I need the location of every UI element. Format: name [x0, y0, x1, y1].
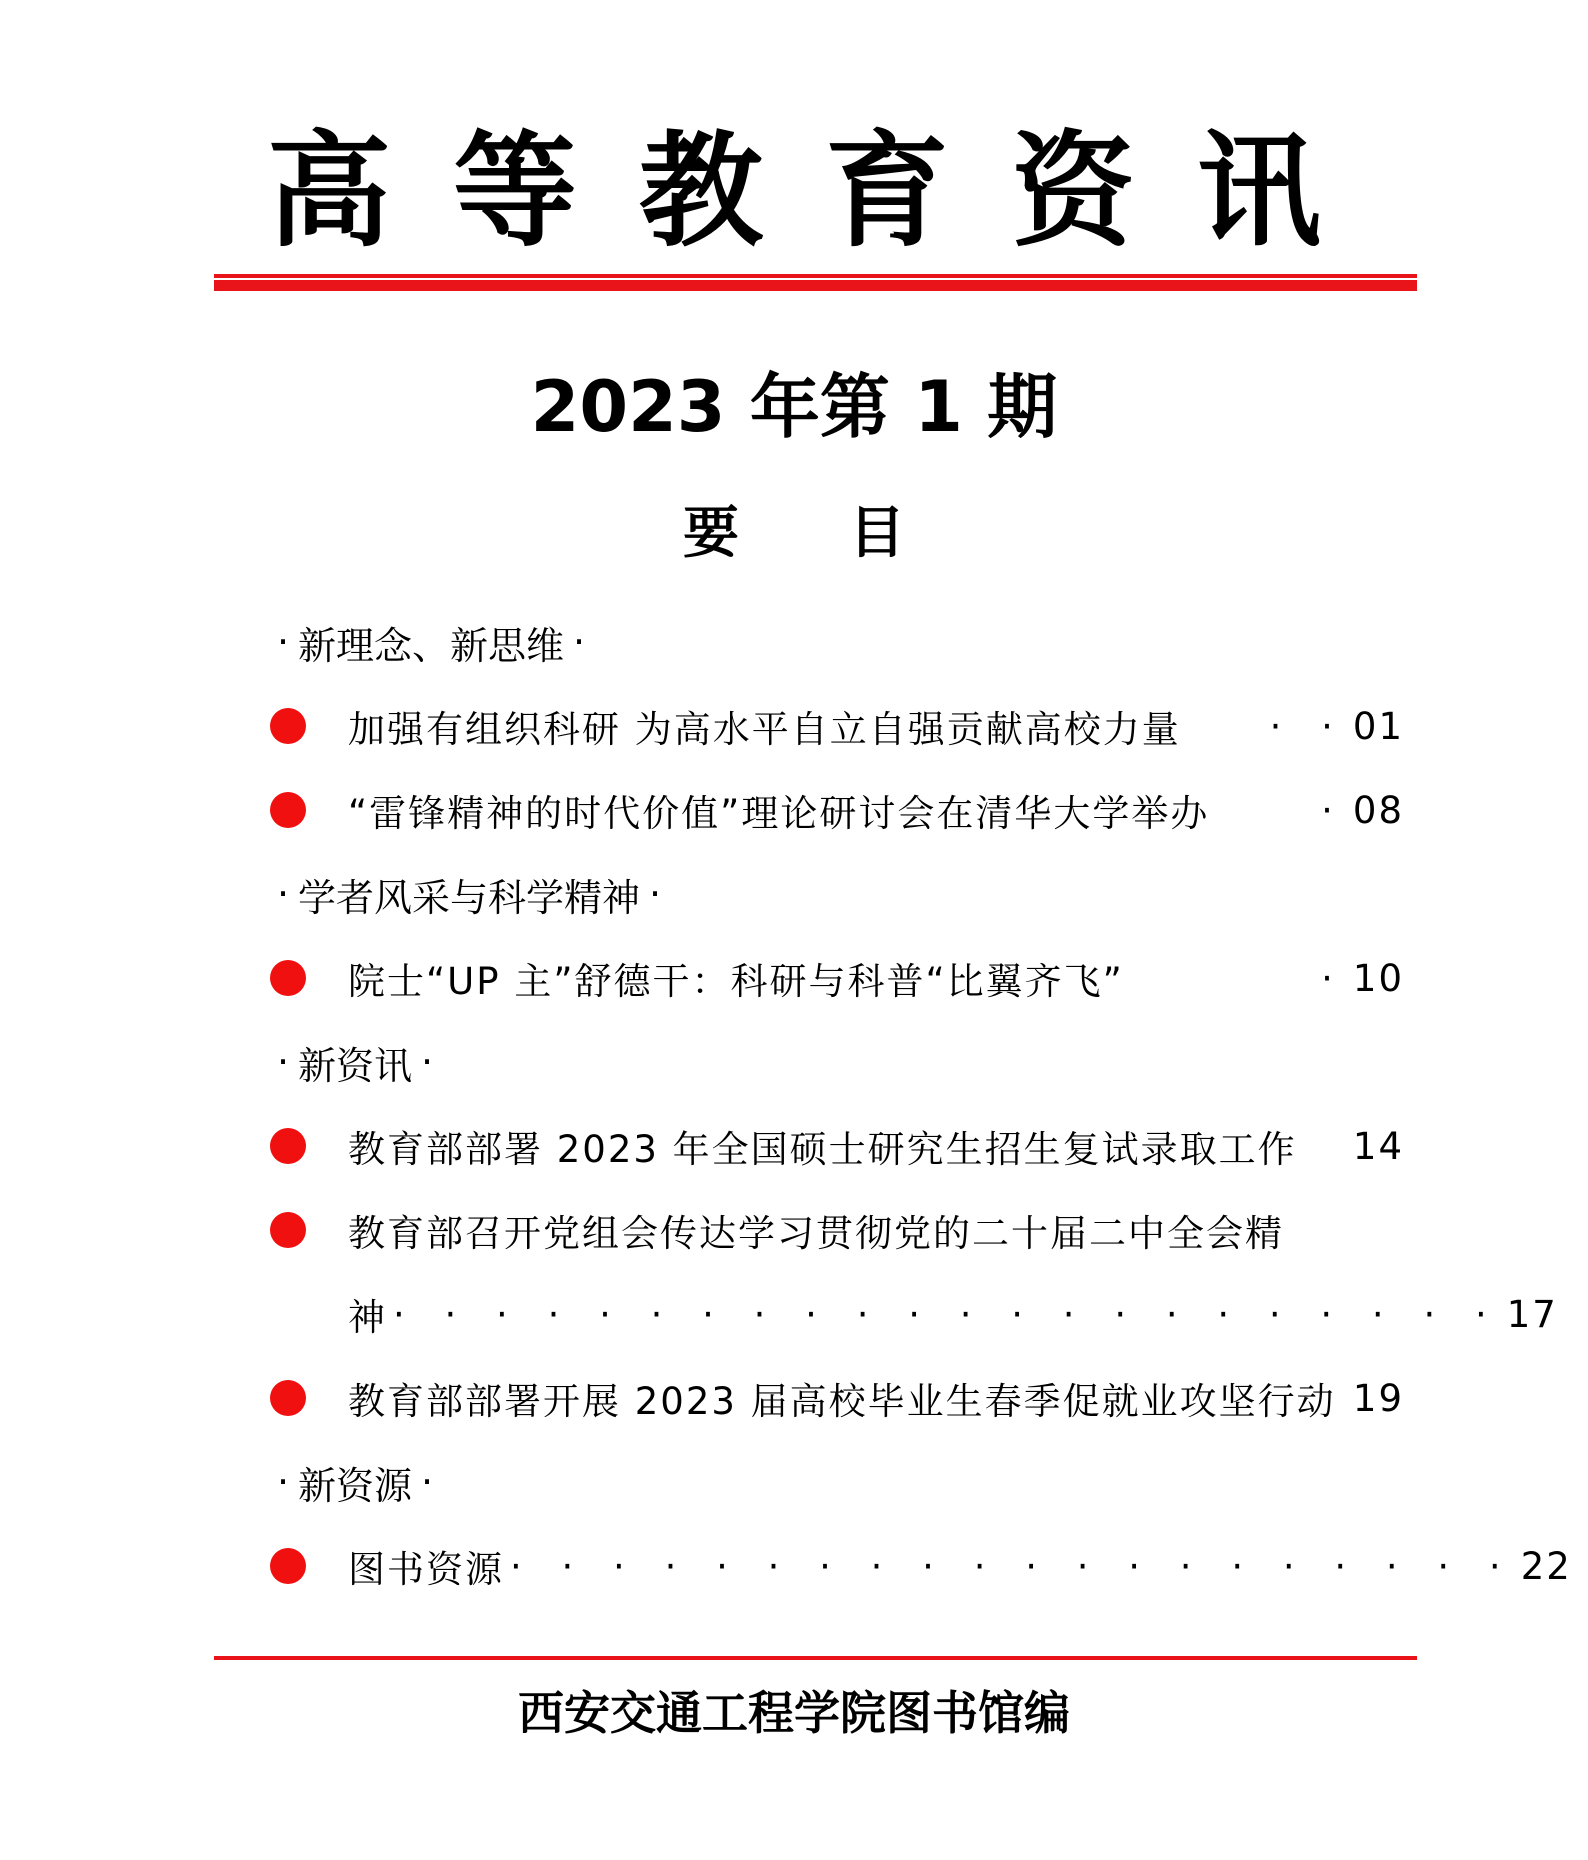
entry-title: 教育部部署 2023 年全国硕士研究生招生复试录取工作	[348, 1128, 1297, 1171]
entry-page: 10	[1352, 956, 1404, 1000]
entry-page: 08	[1352, 788, 1404, 832]
contents-heading-left: 要	[683, 500, 739, 566]
toc-section	[268, 1020, 1404, 1104]
contents-heading-right: 目	[849, 500, 905, 566]
toc-entry-continuation[interactable]	[268, 1272, 1558, 1356]
masthead-title: 高等教育资讯	[266, 120, 1383, 264]
entry-page: 14	[1352, 1124, 1404, 1168]
red-bullet-icon	[270, 1128, 306, 1164]
entry-leader: · ·	[1269, 704, 1347, 748]
section-dot-left: ·	[276, 620, 290, 664]
section-label: 新理念、新思维	[298, 623, 565, 668]
masthead-rule-thick	[214, 280, 1417, 291]
section-dot-right: ·	[420, 1040, 434, 1084]
issue-number: 2023 年第 1 期	[530, 366, 1058, 448]
entry-page: 01	[1352, 704, 1404, 748]
toc-section	[268, 600, 1404, 684]
red-bullet-icon	[270, 960, 306, 996]
red-bullet-icon	[270, 1212, 306, 1248]
toc-entry[interactable]	[268, 684, 1404, 768]
entry-leader: ·	[1321, 788, 1347, 832]
entry-title: 加强有组织科研 为高水平自立自强贡献高校力量	[348, 708, 1181, 751]
entry-leader: · · · · · · · · · · · · · · · · · · · ·	[510, 1544, 1515, 1588]
entry-page: 17	[1506, 1292, 1558, 1336]
entry-title-continuation: 神	[348, 1296, 387, 1339]
red-bullet-icon	[270, 1548, 306, 1584]
toc-section	[268, 1440, 1404, 1524]
toc-entry[interactable]	[268, 936, 1404, 1020]
toc-entry[interactable]	[268, 1356, 1404, 1440]
section-label: 学者风采与科学精神	[298, 875, 641, 920]
section-dot-right: ·	[420, 1460, 434, 1504]
toc-entry[interactable]	[268, 1524, 1572, 1608]
toc-section	[268, 852, 1404, 936]
toc-entry[interactable]	[268, 1188, 1404, 1272]
footer-rule	[214, 1656, 1417, 1660]
section-dot-right: ·	[572, 620, 586, 664]
contents-heading	[0, 498, 1588, 568]
entry-title: “雷锋精神的时代价值”理论研讨会在清华大学举办	[348, 792, 1210, 835]
entry-leader: ·	[1321, 956, 1347, 1000]
entry-title: 教育部召开党组会传达学习贯彻党的二十届二中全会精	[348, 1212, 1284, 1255]
table-of-contents	[268, 600, 1572, 1608]
section-dot-right: ·	[648, 872, 662, 916]
publisher: 西安交通工程学院图书馆编	[518, 1686, 1070, 1740]
red-bullet-icon	[270, 708, 306, 744]
masthead-rule-thin	[214, 274, 1417, 278]
entry-leader: · · · · · · · · · · · · · · · · · · · · · ·	[393, 1292, 1501, 1336]
toc-entry[interactable]	[268, 1104, 1404, 1188]
red-bullet-icon	[270, 792, 306, 828]
entry-title: 图书资源	[348, 1548, 504, 1591]
section-dot-left: ·	[276, 1040, 290, 1084]
section-dot-left: ·	[276, 1460, 290, 1504]
entry-title: 教育部部署开展 2023 届高校毕业生春季促就业攻坚行动	[348, 1380, 1336, 1423]
section-dot-left: ·	[276, 872, 290, 916]
entry-title: 院士“UP 主”舒德干：科研与科普“比翼齐飞”	[348, 960, 1124, 1003]
entry-page: 22	[1520, 1544, 1572, 1588]
masthead	[214, 120, 1383, 264]
toc-entry[interactable]	[268, 768, 1404, 852]
section-label: 新资讯	[298, 1043, 413, 1088]
red-bullet-icon	[270, 1380, 306, 1416]
entry-page: 19	[1352, 1376, 1404, 1420]
section-label: 新资源	[298, 1463, 413, 1508]
